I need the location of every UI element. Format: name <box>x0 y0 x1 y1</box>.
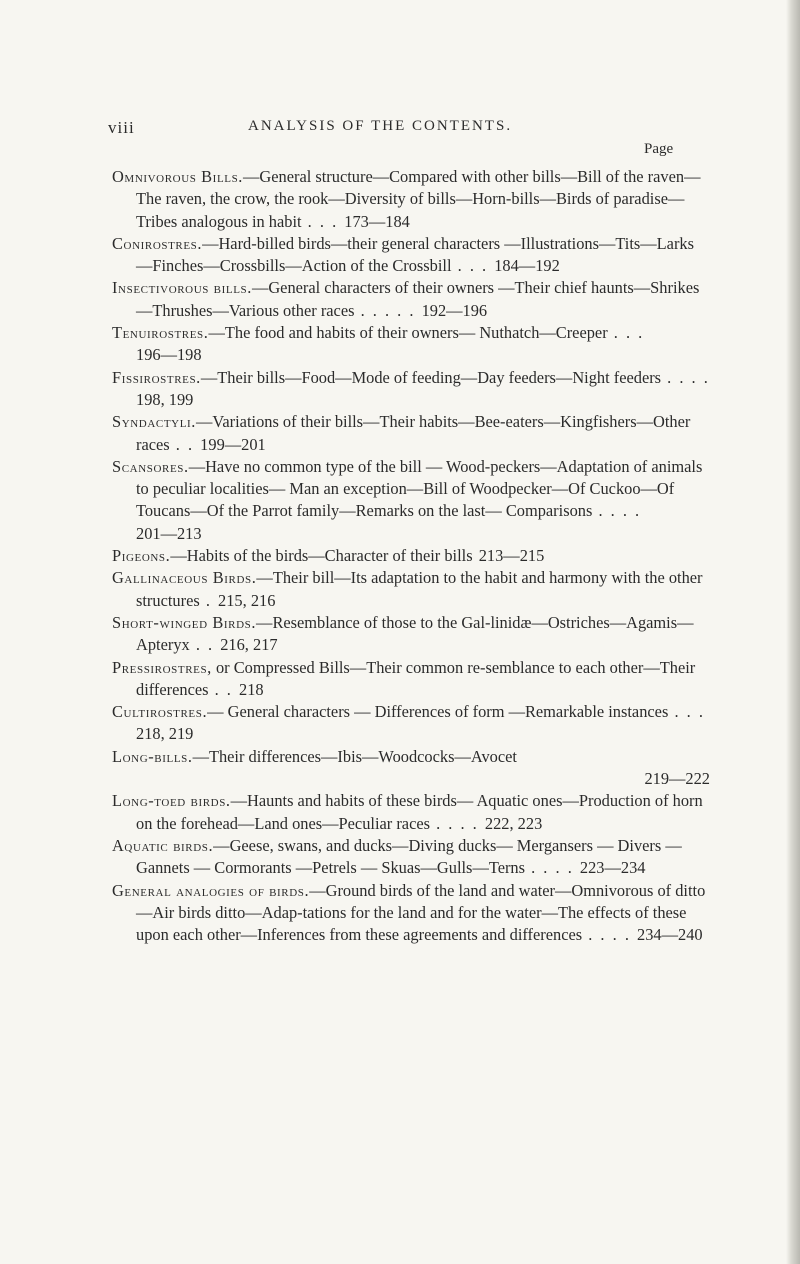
page-column-label: Page <box>644 141 674 157</box>
entry-text: —Their differences—Ibis—Woodcocks—Avocet <box>192 746 517 766</box>
entry-title: Gallinaceous Birds. <box>112 568 257 588</box>
toc-entry <box>112 701 710 746</box>
toc-entry <box>112 367 716 412</box>
entry-title: Tenuirostres. <box>112 323 209 343</box>
entry-text: —Have no common type of the bill — Wood-peckers—Adaptation of animals to peculiar localities— Man an exception—Bill of Woodpecker—Of Cuckoo—Of Toucans—Of the Parrot family—Remarks on the last— Comparisons <box>136 456 707 521</box>
entry-pages: 216, 217 <box>220 635 278 655</box>
entry-title: Aquatic birds. <box>112 835 214 855</box>
toc-entry <box>112 746 710 791</box>
toc-entry <box>112 835 710 880</box>
page-number: viii <box>108 118 135 137</box>
toc-entry <box>112 233 710 278</box>
toc-entry <box>112 277 710 322</box>
entry-pages: 196—198 <box>136 345 202 365</box>
running-head: ANALYSIS OF THE CONTENTS. <box>248 118 513 134</box>
entry-pages: 215, 216 <box>218 590 276 610</box>
entry-title: Syndactyli. <box>112 412 196 432</box>
toc-entry <box>112 567 710 612</box>
entry-pages: 201—213 <box>136 523 202 543</box>
entry-leader: . . . <box>607 323 651 343</box>
entry-title: Long-bills. <box>112 746 193 766</box>
entry-leader: . . . . . <box>354 300 422 320</box>
toc-entry <box>112 790 710 835</box>
entry-title: General analogies of birds. <box>112 880 310 900</box>
entry-text: or Compressed Bills—Their common re-semblance to each other—Their differences <box>136 657 700 699</box>
entry-text: —Their bill—Its adaptation to the habit and harmony with the other structures <box>136 568 707 610</box>
entry-leader: . . <box>169 434 201 454</box>
entry-pages: 218, 219 <box>136 724 194 744</box>
entry-title: Conirostres. <box>112 233 203 253</box>
entry-text: —General characters of their owners —Their chief haunts—Shrikes—Thrushes—Various other races <box>136 278 700 320</box>
entry-text: — General characters — Differences of form —Remarkable instances <box>207 702 669 722</box>
entry-text: —Hard-billed birds—their general characters —Illustrations—Tits—Larks—Finches—Crossbills—Action of the Crossbill <box>136 233 694 276</box>
entry-leader: . . . <box>451 256 495 276</box>
entry-leader: . . . . <box>525 858 580 878</box>
contents-list <box>112 166 716 946</box>
entry-title: Short-winged Birds. <box>112 612 257 632</box>
toc-entry <box>112 545 710 567</box>
toc-entry <box>112 880 710 947</box>
entry-leader: . . . . <box>582 925 638 945</box>
toc-entry <box>112 166 710 233</box>
entry-text: —Resemblance of those to the Gal-linidæ—Ostriches—Agamis—Apteryx <box>136 612 694 655</box>
entry-text: —Habits of the birds—Character of their bills <box>170 546 473 566</box>
entry-title: Fissirostres. <box>112 367 201 387</box>
entry-leader: . . <box>208 679 240 699</box>
entry-text: —Variations of their bills—Their habits—Bee-eaters—Kingfishers—Other races <box>136 412 695 454</box>
entry-leader: . <box>199 590 219 610</box>
entry-title: Insectivorous bills. <box>112 278 252 298</box>
entry-title: Omnivorous Bills. <box>112 167 244 186</box>
entry-pages: 213—215 <box>478 546 545 566</box>
entry-title: Long-toed birds. <box>112 791 231 811</box>
entry-leader: . . . . <box>661 367 716 387</box>
entry-title: Pressirostres, <box>112 657 212 677</box>
page-edge-shadow <box>786 0 800 1264</box>
entry-pages: 234—240 <box>637 925 703 945</box>
entry-pages: 173—184 <box>344 211 410 231</box>
entry-text: —General structure—Compared with other bills—Bill of the raven—The raven, the crow, the rook—Diversity of bills—Horn-bills—Birds of paradise—Tribes analogous in habit <box>136 167 701 231</box>
entry-pages: 184—192 <box>494 256 560 276</box>
entry-leader: . . . . <box>430 813 485 833</box>
entry-text: —Haunts and habits of these birds— Aquatic ones—Production of horn on the forehead—Land ones—Peculiar races <box>136 791 707 833</box>
entry-text: —Ground birds of the land and water—Omnivorous of ditto—Air birds ditto—Adap-tations for the land and for the water—The effects of these upon each other—Inferences from these agreements and differences <box>136 880 706 945</box>
entry-pages: 223—234 <box>579 858 646 878</box>
entry-text: —Geese, swans, and ducks—Diving ducks— Mergansers — Divers — Gannets — Cormorants —Petrels — Skuas—Gulls—Terns <box>136 835 686 878</box>
entry-title: Cultirostres. <box>112 702 208 722</box>
toc-entry <box>112 322 710 367</box>
entry-pages: 192—196 <box>421 300 488 320</box>
entry-leader: . . <box>189 635 221 655</box>
entry-title: Pigeons. <box>112 546 171 566</box>
toc-entry <box>112 411 710 456</box>
toc-entry <box>112 612 710 657</box>
entry-leader: . . . <box>301 211 345 231</box>
entry-text: —Their bills—Food—Mode of feeding—Day feeders—Night feeders <box>200 367 662 387</box>
entry-leader: . . . . <box>592 501 648 521</box>
toc-entry <box>112 456 710 545</box>
entry-title: Scansores. <box>112 456 189 476</box>
entry-pages: 198, 199 <box>136 389 194 409</box>
entry-pages: 199—201 <box>200 434 266 454</box>
entry-text: —The food and habits of their owners— Nuthatch—Creeper <box>208 323 608 343</box>
toc-entry <box>112 657 710 702</box>
entry-leader: . . . <box>668 702 712 722</box>
entry-pages: 218 <box>239 679 264 699</box>
entry-pages: 222, 223 <box>484 813 543 833</box>
entry-pages: 219—222 <box>644 769 710 789</box>
